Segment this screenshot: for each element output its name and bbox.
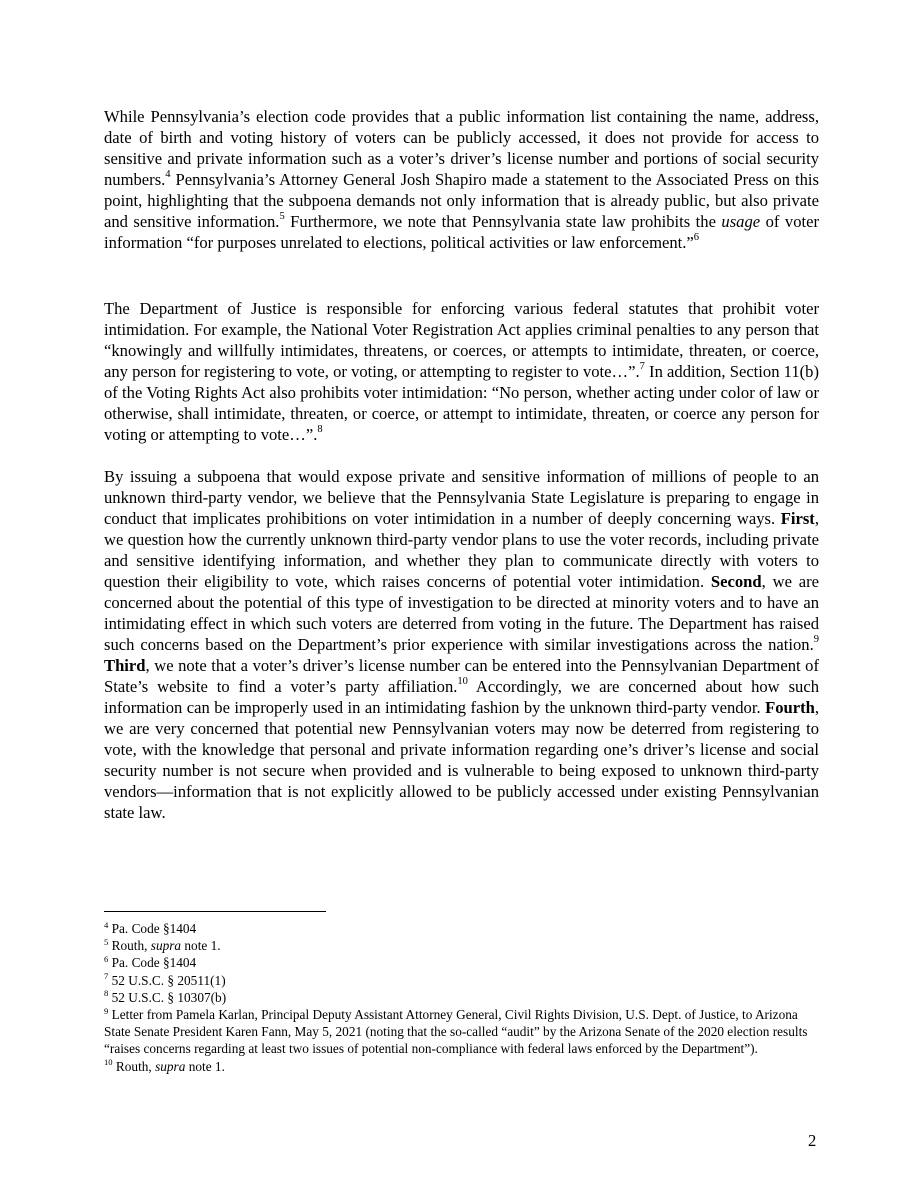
footnote-10 — [104, 1058, 819, 1075]
footnote-9 — [104, 1006, 819, 1058]
paragraph-pa-election-code: While Pennsylvania’s election code provides that a public information list containing the name, address, date of birth and voting history of voters can be publicly accessed, it does not provide for access to sensitive and private information such as a voter’s driver’s license number and portions of social security numbers.$^4$ Pennsylvania’s Attorney General Josh Shapiro made a statement to the Associated Press on this point, highlighting that the subpoena demands not only information that is already public, but also private and sensitive information.$^5$ Furthermore, we note that Pennsylvania state law prohibits the usage of voter information “for purposes unrelated to elections, political activities or law enforcement.”$^6$ — [104, 107, 819, 252]
footnote-text: Letter from Pamela Karlan, Principal Deputy Assistant Attorney General, Civil Rights Division, U.S. Dept. of Justice, to Arizona State Senate President Karen Fann, May 5, 2021 (noting that the so-called “audit” by the Arizona Senate of the 2020 election results “raises concerns regarding at least two issues of potential non-compliance with federal laws enforced by the Department”). — [104, 1007, 808, 1057]
footnote-text: Pa. Code §1404 — [108, 921, 197, 936]
footnote-marker: 7 — [104, 971, 109, 982]
paragraph-doj-statutes: The Department of Justice is responsible for enforcing various federal statutes that prohibit voter intimidation. For example, the National Voter Registration Act applies criminal penalties to any person that “knowingly and willfully intimidates, threatens, or coerces, or attempts to intimidate, threaten, or coerce, any person for registering to vote, or voting, or attempting to register to vote…”.$^7$ In addition, Section 11(b) of the Voting Rights Act also prohibits voter intimidation: “No person, whether acting under color of law or otherwise, shall intimidate, threaten, or coerce, or attempt to intimidate, threaten, or coerce any person for voting or attempting to vote…”.$^8$ — [104, 299, 819, 444]
emphasis-italic: supra — [150, 938, 182, 954]
footnote-text: 52 U.S.C. § 20511(1) — [108, 972, 226, 988]
paragraph-subpoena-concerns: By issuing a subpoena that would expose private and sensitive information of millions of people to an unknown third-party vendor, we believe that the Pennsylvania State Legislature is preparing to engage in conduct that implicates prohibitions on voter intimidation in a number of deeply concerning ways. First, we question how the currently unknown third-party vendor plans to use the voter records, including private and sensitive identifying information, and whether they plan to communicate directly with voters to question their eligibility to vote, which raises concerns of potential voter intimidation. Second, we are concerned about the potential of this type of investigation to be directed at minority voters and to have an intimidating effect in which such voters are deterred from voting in the future. The Department has raised such concerns based on the Department’s prior experience with similar investigations across the nation.$^9$ Third, we note that a voter’s driver’s license number can be entered into the Pennsylvanian Department of State’s website to find a voter’s party affiliation.$^{10}$ Accordingly, we are concerned about how such information can be improperly used in an intimidating fashion by the unknown third-party vendor. Fourth, we are very concerned that potential new Pennsylvanian voters may now be deterred from registering to vote, with the knowledge that personal and private information regarding one’s driver’s license and social security number is not secure when provided and is vulnerable to being exposed to unknown third-party vendors—information that is not explicitly allowed to be publicly accessed under existing Pennsylvanian state law. — [104, 467, 819, 822]
emphasis-bold: Second — [710, 572, 762, 591]
footnote-marker: 4 — [104, 919, 109, 930]
footnote-reference[interactable]: 5 — [279, 211, 285, 223]
footnote-marker: 5 — [104, 936, 109, 947]
emphasis-bold: First — [780, 509, 815, 528]
footnote-5 — [104, 937, 819, 954]
footnote-marker: 9 — [104, 1005, 109, 1016]
footnote-reference[interactable]: 10 — [457, 676, 468, 688]
emphasis-bold: Fourth — [765, 698, 815, 717]
footnote-text: 52 U.S.C. § 10307(b) — [108, 989, 227, 1005]
emphasis-bold: Third — [104, 656, 146, 675]
footnote-marker: 10 — [104, 1057, 113, 1068]
footnote-text: Routh, supra note 1. — [112, 1058, 225, 1074]
footnote-marker: 8 — [104, 988, 109, 999]
footnote-reference[interactable]: 6 — [693, 232, 700, 244]
footnote-7 — [104, 972, 819, 989]
footnote-text: Pa. Code §1404 — [108, 955, 197, 971]
footnote-8 — [104, 989, 819, 1006]
footnote-reference[interactable]: 9 — [813, 634, 819, 646]
footnote-reference[interactable]: 4 — [165, 169, 171, 181]
footnote-marker: 6 — [104, 953, 109, 964]
emphasis-italic: usage — [721, 212, 761, 231]
page-number: 2 — [808, 1131, 817, 1150]
footnote-separator — [104, 911, 326, 912]
footnote-reference[interactable]: 7 — [639, 361, 645, 373]
footnote-6 — [104, 954, 819, 971]
footnote-text: Routh, supra note 1. — [108, 938, 221, 954]
footnote-reference[interactable]: 8 — [317, 424, 323, 436]
emphasis-italic: supra — [155, 1058, 186, 1074]
footnote-4 — [104, 920, 819, 937]
footnotes — [104, 920, 819, 1075]
